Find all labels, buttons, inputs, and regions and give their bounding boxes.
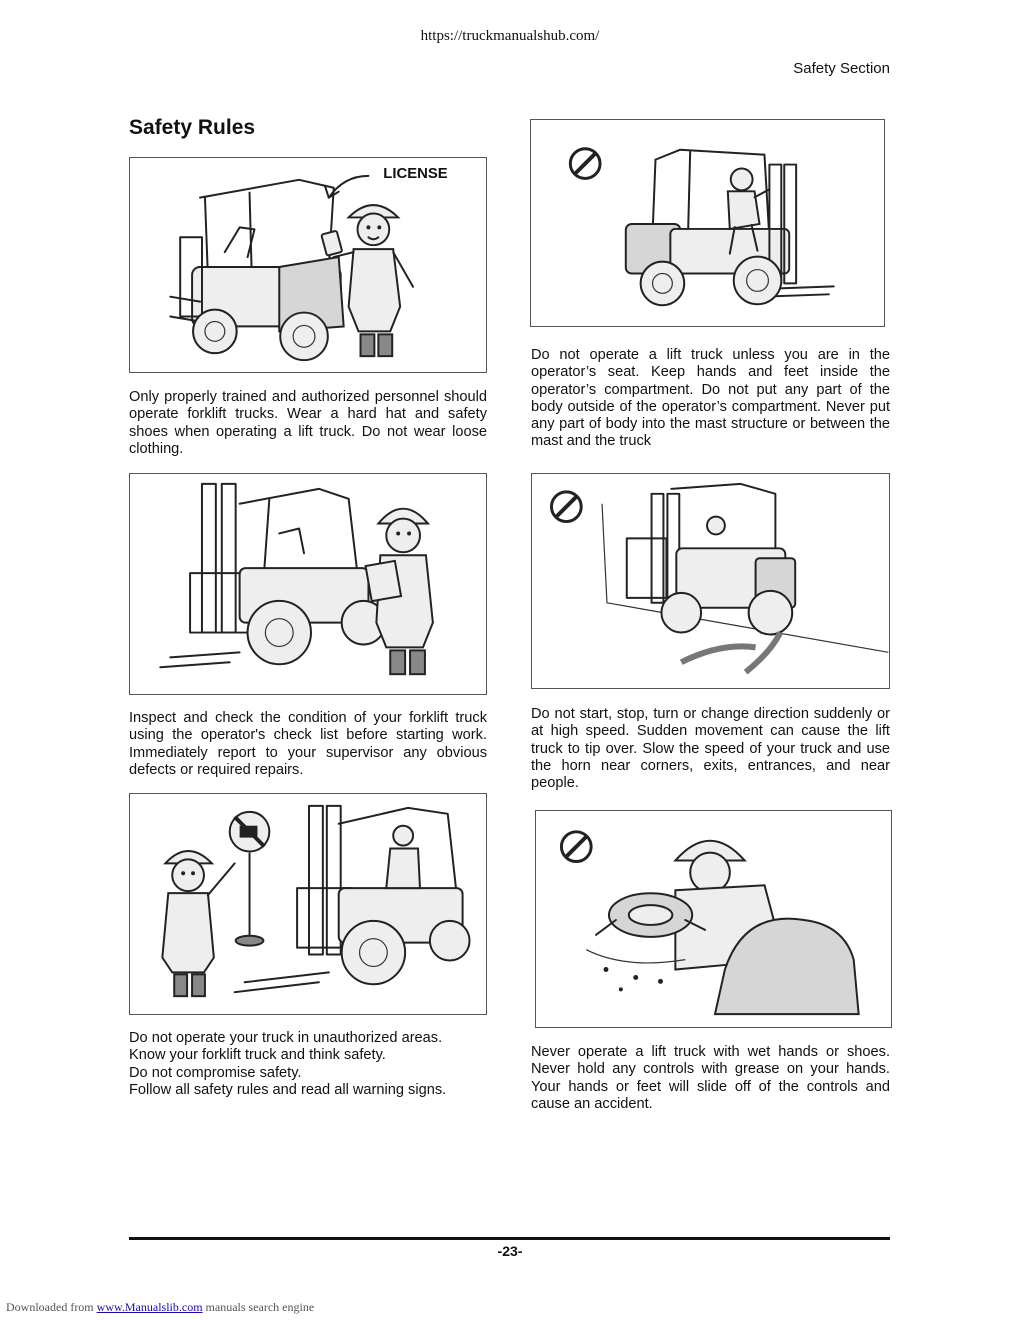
paragraph-wet-hands: Never operate a lift truck with wet hands or shoes. Never hold any controls with grease on your hands. Your hands or feet will slide off of the controls and cause an accident.: [531, 1044, 890, 1112]
license-forklift-illustration: [130, 158, 486, 372]
download-footer: Downloaded from www.Manualslib.com manuals search engine: [6, 1300, 315, 1314]
paragraph-sudden-movement: Do not start, stop, turn or change direction suddenly or at high speed. Sudden movement can cause the lift truck to tip over. Slow the speed of your truck and use the horn near corners, exits, entrances, and near people.: [531, 706, 890, 792]
illustration-wet-hands: [535, 810, 892, 1028]
prohibited-icon: [551, 492, 581, 522]
tipping-forklift: [627, 484, 795, 635]
paragraph-operator-seat: Do not operate a lift truck unless you are in the operator’s seat. Keep hands and feet inside the operator’s compartment. Do not put any part of the body outside of the operator’s compartment. Never put any part of body into the mast structure or between the mast and the truck: [531, 347, 890, 450]
operator-seat-illustration: [531, 120, 884, 326]
worker-with-clipboard: [366, 509, 433, 674]
manualslib-link[interactable]: www.Manualslib.com: [96, 1300, 203, 1314]
license-sign-text: LICENSE: [383, 165, 448, 182]
inspection-forklift-illustration: [130, 474, 486, 694]
illustration-operator-seat: [530, 119, 885, 327]
paragraph-unauthorized-areas: Do not operate your truck in unauthorized areas. Know your forklift truck and think safety. Do not compromise safety. Follow all safety rules and read all warning signs.: [129, 1030, 447, 1098]
prohibited-icon: [570, 149, 600, 179]
forklift-drawing: [170, 180, 343, 360]
skid-mark: [681, 646, 755, 662]
paragraph-inspect-check: Inspect and check the condition of your forklift truck using the operator's check list before starting work. Immediately report to your supervisor any obvious defects or required repairs.: [129, 710, 487, 778]
unauthorized-area-illustration: [130, 794, 486, 1014]
skid-mark: [746, 633, 781, 673]
footer-rule: [129, 1237, 890, 1240]
illustration-unauthorized-area: [129, 793, 487, 1015]
illustration-sudden-movement: [531, 473, 890, 689]
no-forklift-sign-icon: [230, 812, 270, 946]
prohibited-icon: [561, 832, 591, 862]
section-label: Safety Section: [793, 60, 890, 77]
paragraph-trained-personnel: Only properly trained and authorized personnel should operate forklift trucks. Wear a hard hat and safety shoes when operating a lift truck. Do not wear loose clothing.: [129, 389, 487, 457]
illustration-inspection: [129, 473, 487, 695]
forklift-drawing: [160, 484, 385, 667]
illustration-license: [129, 157, 487, 373]
page-title: Safety Rules: [129, 116, 256, 139]
operator-at-wheel: [586, 841, 858, 1014]
page-number: -23-: [497, 1243, 523, 1259]
source-url: https://truckmanualshub.com/: [420, 28, 600, 44]
sudden-movement-illustration: [532, 474, 889, 688]
wet-hands-illustration: [536, 811, 891, 1027]
worker-pointing: [162, 851, 234, 996]
